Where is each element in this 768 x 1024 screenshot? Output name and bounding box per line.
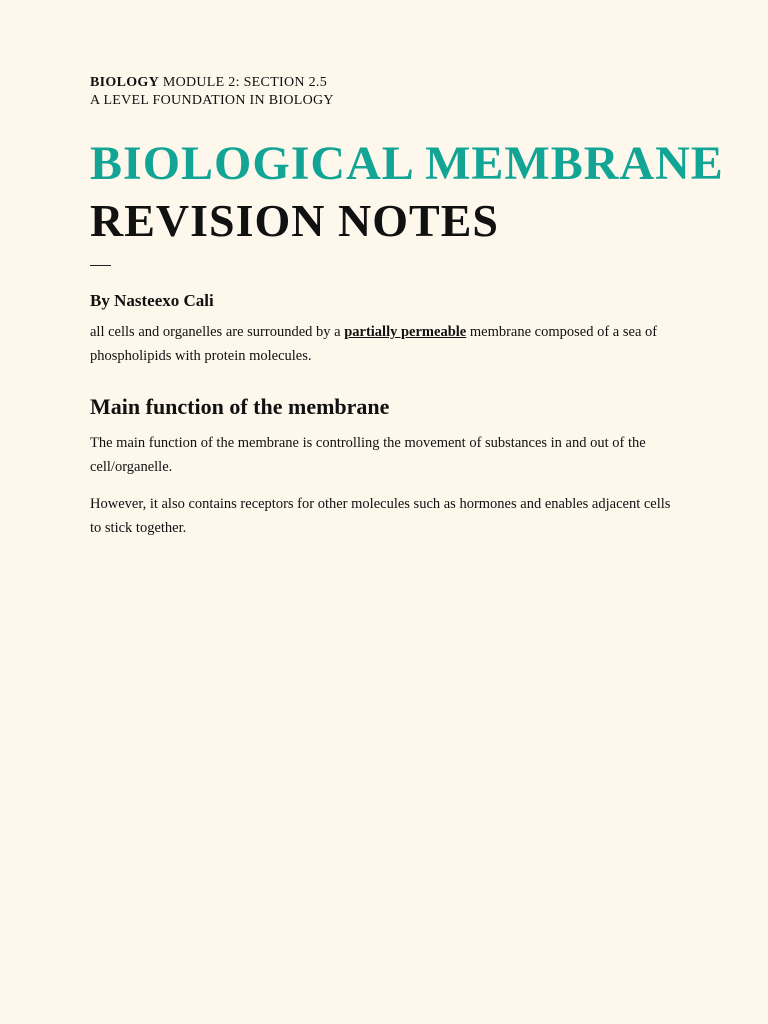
module-line xyxy=(90,74,680,92)
author-byline: By Nasteexo Cali xyxy=(90,291,214,310)
module-label: MODULE 2: SECTION 2.5 xyxy=(159,75,327,90)
section-paragraph: The main function of the membrane is controlling the movement of substances in and out of the cell/organelle. xyxy=(90,435,646,475)
intro-emphasis: partially permeable xyxy=(344,324,467,340)
section-paragraph: However, it also contains receptors for other molecules such as hormones and enables adjacent cells to stick together. xyxy=(90,496,671,536)
intro-paragraph xyxy=(90,320,680,368)
document-subtitle: REVISION NOTES xyxy=(90,195,499,246)
title-divider xyxy=(90,265,111,266)
document-content xyxy=(90,74,724,540)
intro-text-after: membrane composed of a sea of phospholipids with protein molecules. xyxy=(90,324,658,364)
document-title: BIOLOGICAL MEMBRANE xyxy=(90,137,724,190)
subject-label: BIOLOGY xyxy=(90,75,160,90)
section-heading: Main function of the membrane xyxy=(90,394,390,419)
course-label: A LEVEL FOUNDATION IN BIOLOGY xyxy=(90,93,334,108)
intro-text-before: all cells and organelles are surrounded by a xyxy=(90,324,345,340)
